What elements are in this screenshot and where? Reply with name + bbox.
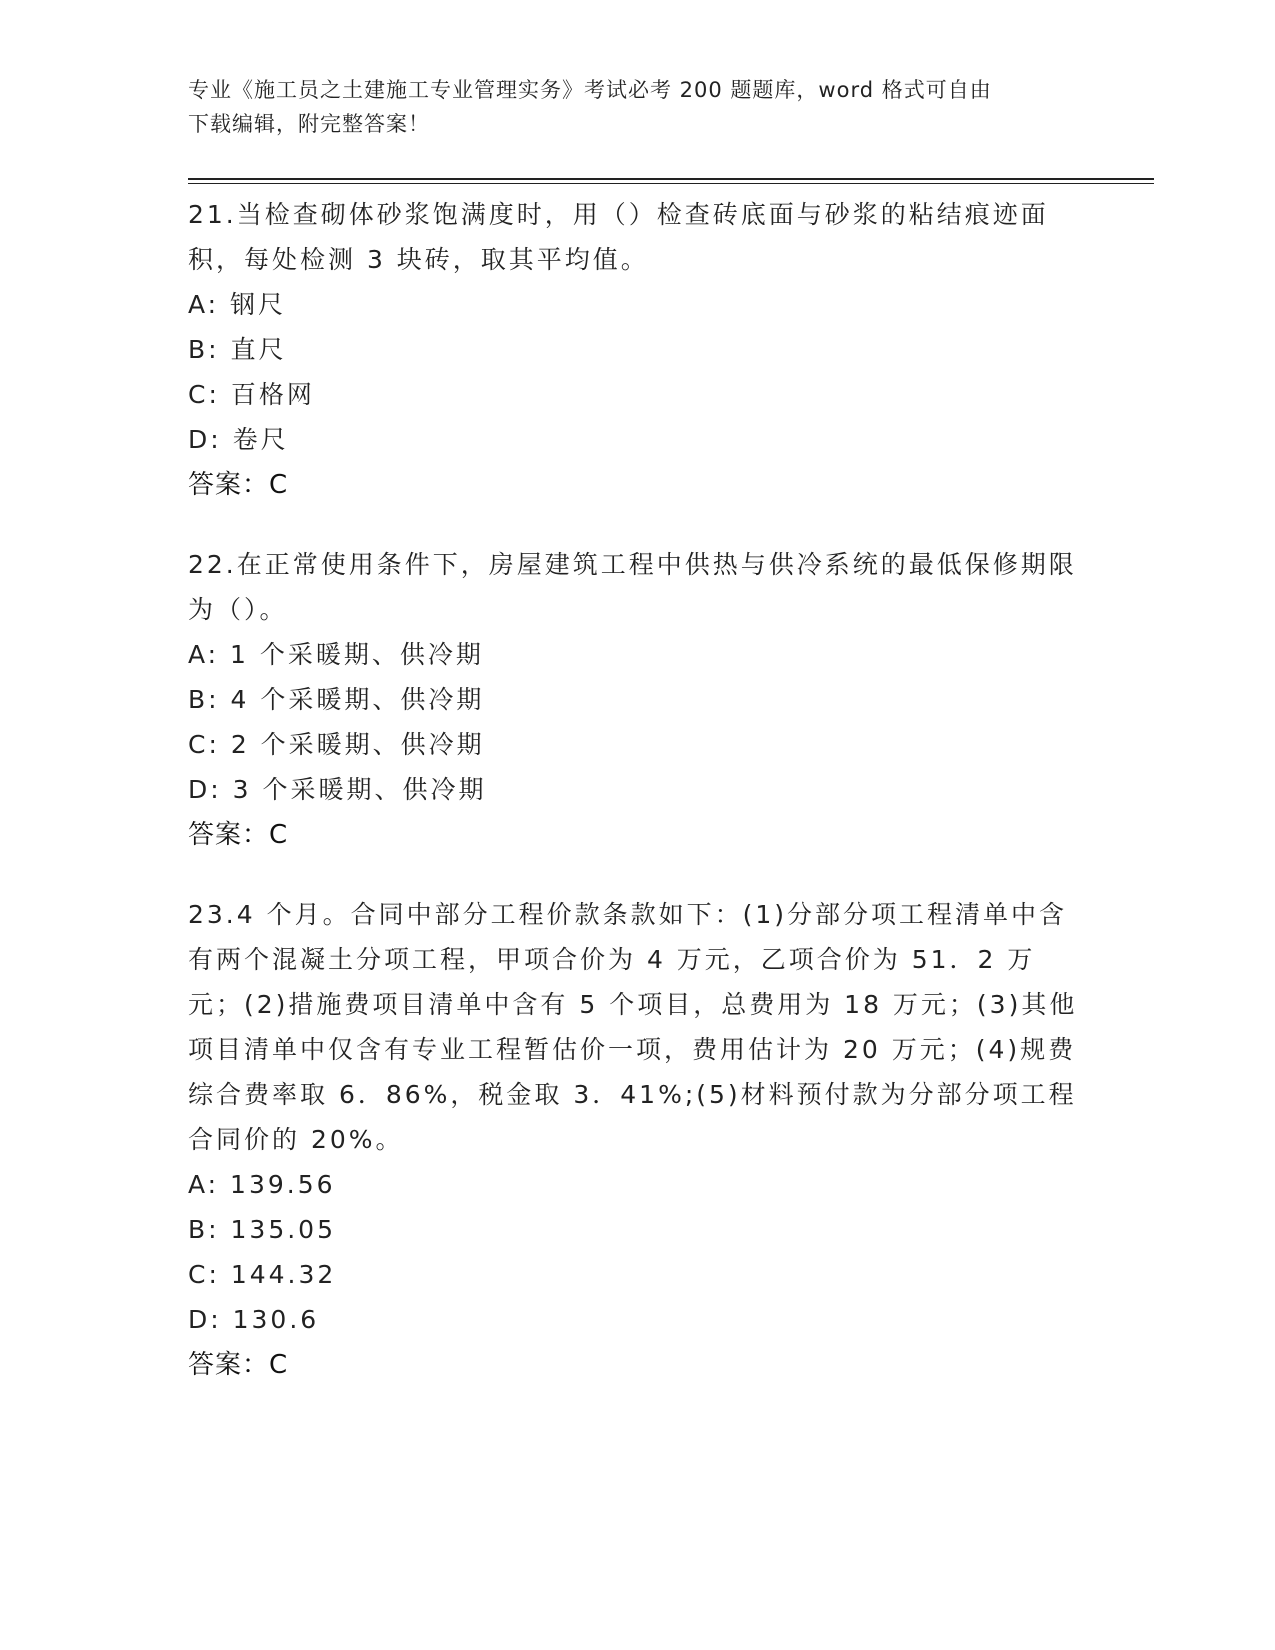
header-divider-thin — [188, 183, 1154, 184]
option-a: A: 1 个采暖期、供冷期 — [188, 640, 484, 669]
option-d: D: 3 个采暖期、供冷期 — [188, 775, 487, 804]
option-d: D: 130.6 — [188, 1305, 320, 1334]
header-line-2: 下载编辑，附完整答案！ — [188, 112, 430, 136]
option-a: A: 139.56 — [188, 1170, 336, 1199]
answer-line: 答案：C — [188, 1350, 289, 1380]
header-divider-thick — [188, 178, 1154, 180]
question-text: 22.在正常使用条件下，房屋建筑工程中供热与供冷系统的最低保修期限为（）。 — [188, 550, 1077, 624]
answer-line: 答案：C — [188, 820, 289, 850]
option-c: C: 百格网 — [188, 380, 315, 409]
option-c: C: 2 个采暖期、供冷期 — [188, 730, 485, 759]
option-b: B: 4 个采暖期、供冷期 — [188, 685, 485, 714]
option-b: B: 直尺 — [188, 335, 287, 364]
question-23 — [188, 892, 1088, 1388]
option-d: D: 卷尺 — [188, 425, 289, 454]
answer-line: 答案：C — [188, 470, 289, 500]
question-text: 23.4 个月。合同中部分工程价款条款如下：(1)分部分项工程清单中含有两个混凝土分项工程，甲项合价为 4 万元，乙项合价为 51．2 万元；(2)措施费项目清单中含有 5 个项目，总费用为 18 万元；(3)其他项目清单中仅含有专业工程暂估价一项，费用估计为 20 万元；(4)规费综合费率取 6．86%，税金取 3．41%;(5)材料预付款为分部分项工程合同价的 20%。 — [188, 900, 1078, 1154]
option-c: C: 144.32 — [188, 1260, 337, 1289]
document-header — [188, 73, 1088, 141]
question-text: 21.当检查砌体砂浆饱满度时，用（）检查砖底面与砂浆的粘结痕迹面积，每处检测 3 块砖，取其平均值。 — [188, 200, 1049, 274]
question-list — [188, 192, 1088, 1422]
header-line-1: 专业《施工员之土建施工专业管理实务》考试必考 200 题题库，word 格式可自由 — [188, 78, 992, 102]
option-b: B: 135.05 — [188, 1215, 336, 1244]
question-22 — [188, 542, 1088, 858]
option-a: A: 钢尺 — [188, 290, 287, 319]
question-21 — [188, 192, 1088, 508]
